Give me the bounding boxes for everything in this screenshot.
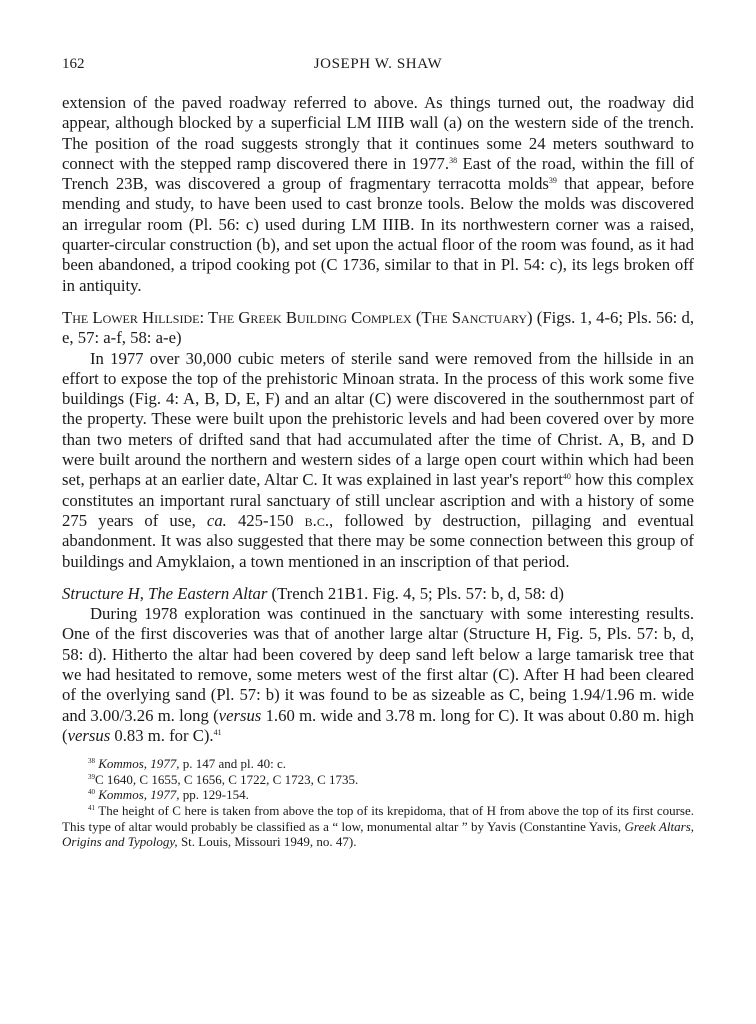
- footnote-text: St. Louis, Missouri 1949, no. 47).: [177, 834, 357, 850]
- footnote-ref: 40: [562, 472, 571, 482]
- footnote-text: The height of C here is taken from above the top of its krepidoma, that of H from above the top of its first course. This type of altar would probably be classified as a “ low, monumental altar ” by Yavis (Constantine Yavis,: [62, 802, 695, 834]
- footnote-41: [62, 803, 694, 850]
- page-number: 162: [62, 56, 85, 72]
- text-run: 425-150: [226, 510, 305, 530]
- italic-term: versus: [67, 725, 111, 745]
- text-run: that appear, before mending and study, to have been used to cast bronze tools. Below the molds was discovered an irregular room (Pl. 56: c) used during LM IIIB. In its northwestern corner was a raised, quarter-circular construction (b), and set upon the actual floor of the room was found, as it had been abandoned, a tripod cooking pot (C 1736, similar to that in Pl. 54: c), its legs broken off in antiquity.: [62, 174, 694, 295]
- text-run: , followed by destruction, pillaging and eventual abandonment. It was also suggested that there may be some connection between this group of buildings and Amyklaion, a town mentioned in an inscription of that period.: [62, 510, 694, 571]
- footnote-39: [62, 772, 694, 788]
- footnote-number: 39: [88, 772, 95, 781]
- section-heading-sanctuary: [62, 308, 694, 349]
- text-run: 1.60 m. wide and 3.78 m. long for C). It was about 0.80 m. high (: [62, 705, 694, 745]
- paragraph-structure-h: [62, 604, 694, 746]
- footnote-ref: 38: [449, 155, 458, 165]
- paragraph-roadway: [62, 93, 694, 296]
- era-abbreviation: b.c.: [304, 510, 330, 530]
- heading-italic: Structure H, The Eastern Altar: [62, 583, 268, 603]
- footnote-number: 41: [88, 803, 95, 812]
- heading-small-caps: The Lower Hillside: The Greek Building Complex (The Sanctuary): [62, 307, 533, 327]
- text-run: East of the road, within the fill of Trench 23B, was discovered a group of fragmentary terracotta molds: [62, 153, 694, 194]
- footnote-citation: Greek Altars, Origins and Typology,: [62, 818, 694, 850]
- text-run: During 1978 exploration was continued in the sanctuary with some interesting results. One of the first discoveries was that of another large altar (Structure H, Fig. 5, Pls. 57: b, d, 58: d). Hitherto the altar had been covered by deep sand left below a large tamarisk tree that we had hesitated to remove, some meters west of the first altar (C). After H had been cleared of the overlying sand (Pl. 57: b) it was found to be as sizeable as C, being 1.94/1.96 m. wide and 3.00/3.26 m. long (: [62, 604, 694, 725]
- text-run: In 1977 over 30,000 cubic meters of sterile sand were removed from the hillside in an effort to expose the top of the prehistoric Minoan strata. In the process of this work some five buildings (Fig. 4: A, B, D, E, F) and an altar (C) were discovered in the southernmost part of the property. These were built upon the prehistoric levels and had been covered over by more than two meters of drifted sand that had accumulated after the time of Christ. A, B, and D were built around the northern and western sides of a large open court within which had been set, perhaps at an earlier date, Altar C. It was explained in last year's report: [62, 348, 694, 490]
- section-heading-structure-h: [62, 584, 694, 604]
- footnote-40: [62, 787, 694, 803]
- footnote-number: 38: [88, 757, 95, 766]
- main-text: [62, 93, 694, 850]
- footnote-number: 40: [88, 788, 95, 797]
- footnote-text: C 1640, C 1655, C 1656, C 1722, C 1723, C 1735.: [95, 771, 359, 787]
- page-header: [62, 56, 694, 78]
- italic-term: versus: [218, 705, 262, 725]
- footnote-ref: 41: [213, 727, 222, 737]
- heading-refs: (Figs. 1, 4-6; Pls. 56: d, e, 57: a-f, 58: a-e): [62, 307, 694, 348]
- text-run: extension of the paved roadway referred to above. As things turned out, the roadway did appear, although blocked by a superficial LM IIIB wall (a) on the western side of the trench. The position of the road suggests strongly that it continues some 24 meters southward to connect with the stepped ramp discovered there in 1977.: [62, 93, 694, 173]
- italic-term: ca.: [206, 510, 227, 530]
- running-title: JOSEPH W. SHAW: [313, 56, 443, 72]
- footnote-text: p. 147 and pl. 40: c.: [179, 756, 287, 772]
- footnotes: [62, 756, 694, 850]
- heading-refs: (Trench 21B1. Fig. 4, 5; Pls. 57: b, d, 58: d): [267, 583, 564, 603]
- text-run: how this complex constitutes an important rural sanctuary of still unclear ascription and with a history of some 275 years of use,: [62, 470, 695, 530]
- footnote-text: pp. 129-154.: [179, 787, 249, 803]
- text-run: 0.83 m. for C).: [110, 725, 214, 745]
- footnote-38: [62, 756, 694, 772]
- footnote-citation: Kommos, 1977,: [98, 787, 180, 803]
- footnote-citation: Kommos, 1977,: [98, 756, 180, 772]
- footnote-ref: 39: [548, 176, 557, 186]
- paragraph-sanctuary: [62, 349, 694, 572]
